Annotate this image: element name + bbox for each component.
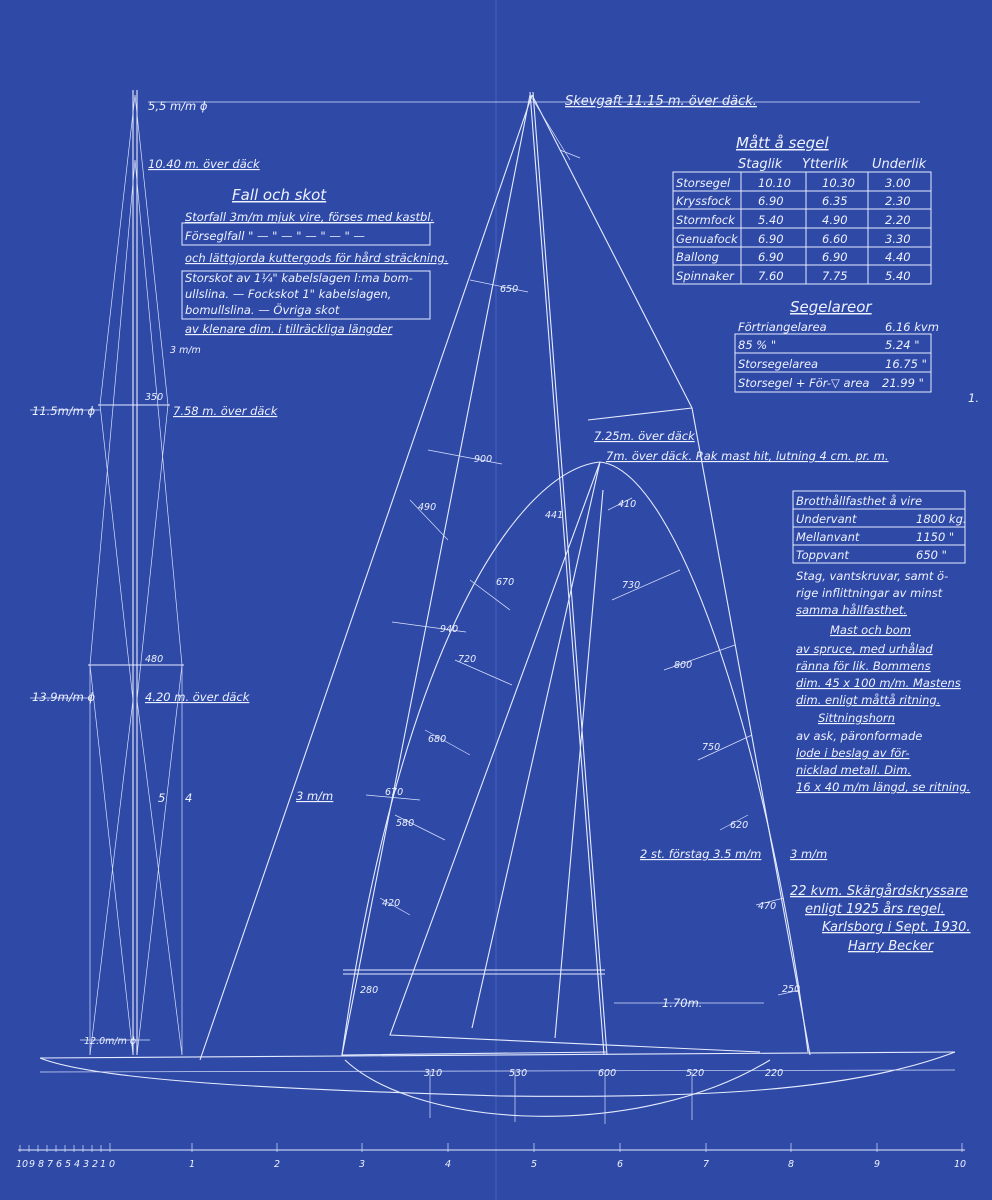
- main-dim-650: 650: [500, 284, 519, 295]
- cell: 2.30: [885, 194, 911, 208]
- fall-line-2: Förseglfall " — " — " — " — " —: [185, 229, 365, 243]
- cell: 6.90: [822, 250, 848, 264]
- genoa-dim-750: 750: [702, 742, 721, 753]
- genoa-dim-620: 620: [730, 820, 749, 831]
- scale-left-tick: 0: [109, 1159, 116, 1170]
- forestay-label: 2 st. förstag 3.5 m/m: [640, 847, 762, 861]
- hull-dim-530: 530: [509, 1068, 528, 1079]
- brott-note: av ask, päronformade: [796, 729, 923, 743]
- brott-note: Stag, vantskruvar, samt ö-: [796, 569, 949, 583]
- side-num-4: 4: [185, 791, 193, 805]
- brott-value: 650 ": [916, 548, 947, 562]
- scale-left-tick: 9: [29, 1159, 36, 1170]
- brott-value: 1150 ": [916, 530, 955, 544]
- base-dia-label: 12.0m/m ϕ: [84, 1036, 137, 1047]
- mast-height-label: 10.40 m. över däck: [148, 157, 260, 171]
- hull-dim-310: 310: [424, 1068, 443, 1079]
- area-name: Storsegelarea: [738, 357, 819, 371]
- row-name: Kryssfock: [676, 194, 732, 208]
- lower-dia-label: 11.5m/m ϕ: [32, 404, 96, 418]
- cell: 6.35: [822, 194, 848, 208]
- fall-line-3: och lättgjorda kuttergods för hård sträckning.: [185, 251, 449, 265]
- boom-length-label: 1.70m.: [662, 996, 703, 1010]
- row-name: Storsegel: [676, 176, 731, 190]
- segelareor-title: Segelareor: [790, 298, 872, 316]
- genoa-dim-441: 441: [545, 510, 564, 521]
- genoa-dim-470: 470: [758, 901, 777, 912]
- col-head-staglik: Staglik: [738, 157, 783, 172]
- cell: 6.90: [758, 250, 784, 264]
- scale-meter-tick: 5: [531, 1159, 538, 1170]
- genoa-dim-730: 730: [622, 580, 641, 591]
- area-value: 6.16 kvm: [885, 320, 939, 334]
- scale-meter-tick: 9: [874, 1159, 881, 1170]
- main-dim-490: 490: [418, 502, 437, 513]
- scale-left-tick: 1: [100, 1159, 107, 1170]
- area-name: 85 % ": [738, 338, 777, 352]
- main-dim-580: 580: [396, 818, 415, 829]
- signature-line-3: Karlsborg i Sept. 1930.: [822, 920, 971, 935]
- brott-note-heading: Sittningshorn: [818, 711, 895, 725]
- scale-left-tick: 3: [83, 1159, 90, 1170]
- cell: 3.30: [885, 232, 911, 246]
- brott-note: dim. enligt måttå ritning.: [796, 693, 941, 707]
- wire-label-left: 3 m/m: [296, 789, 334, 803]
- scale-left-tick: 7: [47, 1159, 54, 1170]
- cell: 5.40: [758, 213, 784, 227]
- shroud-label: 3 m/m: [790, 847, 828, 861]
- hull-dim-520: 520: [686, 1068, 705, 1079]
- spreader-dim-upper: 350: [145, 392, 164, 403]
- scale-left-tick: 6: [56, 1159, 63, 1170]
- brott-note: lode i beslag av för-: [796, 746, 910, 760]
- scale-meter-tick: 3: [359, 1159, 366, 1170]
- main-dim-670: 670: [385, 787, 404, 798]
- fall-line-5: ullslina. — Fockskot 1" kabelslagen,: [185, 287, 392, 301]
- cell: 6.90: [758, 194, 784, 208]
- small-wire-label: 3 m/m: [170, 345, 201, 356]
- fall-line-4: Storskot av 1¼" kabelslagen l:ma bom-: [185, 271, 413, 285]
- scale-left-tick: 8: [38, 1159, 45, 1170]
- brott-note: nicklad metall. Dim.: [796, 763, 912, 777]
- col-head-underlik: Underlik: [872, 157, 927, 172]
- genoa-dim-410: 410: [618, 499, 637, 510]
- brott-name: Undervant: [796, 512, 857, 526]
- spreader-lower-label: 7m. över däck. Rak mast hit, lutning 4 cm. pr. m.: [606, 449, 889, 463]
- row-name: Ballong: [676, 250, 719, 264]
- genoa-dim-800: 800: [674, 660, 693, 671]
- signature-line-2: enligt 1925 års regel.: [805, 902, 945, 917]
- brott-note: av spruce, med urhålad: [796, 642, 933, 656]
- cell: 4.40: [885, 250, 911, 264]
- row-name: Spinnaker: [676, 269, 734, 283]
- spreader-upper-label: 7.25m. över däck: [594, 429, 695, 443]
- area-name: Förtriangelarea: [738, 320, 827, 334]
- brott-note: 16 x 40 m/m längd, se ritning.: [796, 780, 971, 794]
- cell: 7.60: [758, 269, 784, 283]
- area-value: 5.24 ": [885, 338, 920, 352]
- hull-dim-600: 600: [598, 1068, 617, 1079]
- cell: 4.90: [822, 213, 848, 227]
- fall-line-7: av klenare dim. i tillräckliga längder: [185, 322, 393, 336]
- brott-value: 1800 kg.: [916, 512, 967, 526]
- brott-note: rige inflittningar av minst: [796, 586, 943, 600]
- matt-title: Mått å segel: [736, 134, 829, 152]
- cell: 3.00: [885, 176, 911, 190]
- cell: 2.20: [885, 213, 911, 227]
- signature-name: Harry Becker: [848, 939, 934, 954]
- scale-left-tick: 10: [16, 1159, 29, 1170]
- row-name: Stormfock: [676, 213, 735, 227]
- brott-note: samma hållfasthet.: [796, 603, 907, 617]
- lower-height-label: 7.58 m. över däck: [173, 404, 278, 418]
- lowest-dia-label: 13.9m/m ϕ: [32, 690, 96, 704]
- cell: 5.40: [885, 269, 911, 283]
- row-name: Genuafock: [676, 232, 738, 246]
- brott-note: dim. 45 x 100 m/m. Mastens: [796, 676, 961, 690]
- area-value: 21.99 ": [882, 376, 924, 390]
- scale-meter-tick: 2: [274, 1159, 281, 1170]
- genoa-dim-670: 670: [496, 577, 515, 588]
- scale-meter-tick: 4: [445, 1159, 452, 1170]
- area-name: Storsegel + För-▽ area: [738, 376, 870, 390]
- brott-note-heading: Mast och bom: [830, 623, 911, 637]
- scale-meter-tick: 1: [189, 1159, 196, 1170]
- scale-meter-tick: 10: [954, 1159, 967, 1170]
- cell: 7.75: [822, 269, 848, 283]
- scale-left-tick: 2: [92, 1159, 99, 1170]
- mast-top-dia: 5,5 m/m ϕ: [148, 99, 208, 113]
- cell: 10.30: [822, 176, 855, 190]
- brott-name: Mellanvant: [796, 530, 860, 544]
- main-dim-720: 720: [458, 654, 477, 665]
- col-head-ytterlik: Ytterlik: [802, 157, 849, 172]
- skevgaft-label: Skevgaft 11.15 m. över däck.: [565, 94, 757, 109]
- main-dim-280: 280: [360, 985, 379, 996]
- fall-line-1: Storfall 3m/m mjuk vire, förses med kastbl.: [185, 210, 435, 224]
- scale-left-tick: 4: [74, 1159, 81, 1170]
- cell: 6.90: [758, 232, 784, 246]
- main-dim-420: 420: [382, 898, 401, 909]
- scale-meter-tick: 7: [703, 1159, 710, 1170]
- margin-mark: 1.: [968, 391, 979, 405]
- main-dim-680: 680: [428, 734, 447, 745]
- brott-title: Brotthållfasthet å vire: [796, 494, 923, 508]
- cell: 6.60: [822, 232, 848, 246]
- signature-line-1: 22 kvm. Skärgårdskryssare: [790, 884, 968, 899]
- fall-line-6: bomullslina. — Övriga skot: [185, 303, 340, 317]
- scale-meter-tick: 8: [788, 1159, 795, 1170]
- fall-och-skot-title: Fall och skot: [232, 186, 327, 204]
- hull-dim-220: 220: [765, 1068, 784, 1079]
- area-value: 16.75 ": [885, 357, 927, 371]
- brott-note: ränna för lik. Bommens: [796, 659, 931, 673]
- scale-meter-tick: 6: [617, 1159, 624, 1170]
- cell: 10.10: [758, 176, 791, 190]
- genoa-dim-250: 250: [782, 984, 801, 995]
- spreader-dim-lower: 480: [145, 654, 164, 665]
- scale-left-tick: 5: [65, 1159, 72, 1170]
- brott-name: Toppvant: [796, 548, 849, 562]
- main-dim-940: 940: [440, 624, 459, 635]
- main-dim-900: 900: [474, 454, 493, 465]
- lowest-height-label: 4.20 m. över däck: [145, 690, 250, 704]
- side-num-5: 5: [158, 791, 166, 805]
